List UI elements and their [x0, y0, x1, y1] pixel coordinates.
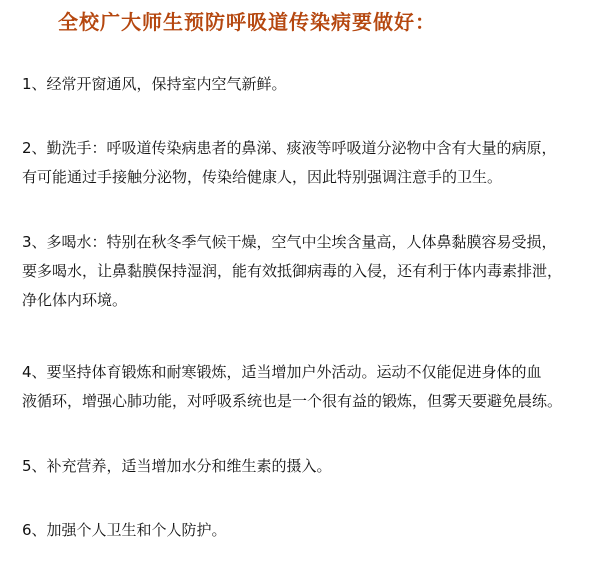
tip-line: 4、要坚持体育锻炼和耐寒锻炼，适当增加户外活动。运动不仅能促进身体的血: [22, 363, 542, 381]
tip-item-4: [22, 358, 594, 416]
tip-line: 6、加强个人卫生和个人防护。: [22, 521, 227, 539]
tip-item-3: [22, 228, 594, 315]
tip-line: 3、多喝水：特别在秋冬季气候干燥，空气中尘埃含量高，人体鼻黏膜容易受损，: [22, 233, 557, 251]
document-title: 全校广大师生预防呼吸道传染病要做好：: [58, 10, 436, 34]
tip-line: 液循环，增强心肺功能，对呼吸系统也是一个很有益的锻炼，但雾天要避免晨练。: [22, 392, 563, 410]
tip-line: 净化体内环境。: [22, 291, 128, 309]
tip-line: 要多喝水，让鼻黏膜保持湿润，能有效抵御病毒的入侵，还有利于体内毒素排泄，: [22, 262, 563, 280]
tip-line: 5、补充营养，适当增加水分和维生素的摄入。: [22, 457, 332, 475]
tip-item-2: [22, 134, 594, 192]
tip-line: 1、经常开窗通风，保持室内空气新鲜。: [22, 75, 287, 93]
tip-line: 有可能通过手接触分泌物，传染给健康人，因此特别强调注意手的卫生。: [22, 168, 503, 186]
tip-item-1: [22, 70, 594, 99]
tip-line: 2、勤洗手：呼吸道传染病患者的鼻涕、痰液等呼吸道分泌物中含有大量的病原，: [22, 139, 557, 157]
tip-item-5: [22, 452, 594, 481]
tip-item-6: [22, 516, 594, 545]
